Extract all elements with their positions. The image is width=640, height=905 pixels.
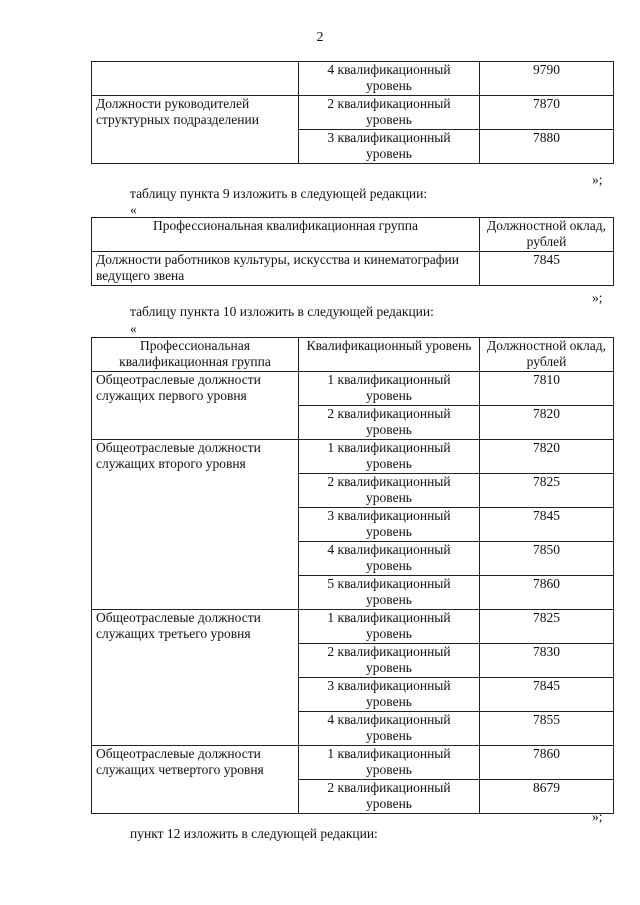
table-row <box>92 610 614 644</box>
opening-quote: « <box>130 321 137 336</box>
salary-table-10 <box>91 337 614 814</box>
level-cell: 1 квалификационный уровень <box>299 610 480 644</box>
header-level: Квалификационный уровень <box>299 338 480 372</box>
header-salary: Должностной оклад, рублей <box>480 218 614 252</box>
opening-quote: « <box>130 202 137 217</box>
table-row <box>92 96 614 130</box>
salary-cell: 7820 <box>480 406 614 440</box>
salary-cell: 7825 <box>480 474 614 508</box>
level-cell: 3 квалификационный уровень <box>299 508 480 542</box>
level-cell: 2 квалификационный уровень <box>299 474 480 508</box>
salary-cell: 7880 <box>480 130 614 164</box>
table-row <box>92 746 614 780</box>
salary-cell: 7810 <box>480 372 614 406</box>
level-cell: 5 квалификационный уровень <box>299 576 480 610</box>
group-cell: Общеотраслевые должности служащих четвертого уровня <box>92 746 299 814</box>
level-cell: 1 квалификационный уровень <box>299 746 480 780</box>
paragraph-12: пункт 12 изложить в следующей редакции: <box>130 826 378 841</box>
salary-cell: 7850 <box>480 542 614 576</box>
header-group: Профессиональная квалификационная группа <box>92 338 299 372</box>
salary-cell: 7860 <box>480 576 614 610</box>
table-header-row <box>92 218 614 252</box>
salary-cell: 7855 <box>480 712 614 746</box>
salary-cell: 7860 <box>480 746 614 780</box>
salary-cell: 9790 <box>480 62 614 96</box>
group-cell: Должности работников культуры, искусства и кинематографии ведущего звена <box>92 252 480 286</box>
group-cell: Должности руководителей структурных подразделении <box>92 96 299 164</box>
level-cell: 3 квалификационный уровень <box>299 130 480 164</box>
salary-cell: 7845 <box>480 678 614 712</box>
level-cell: 4 квалификационный уровень <box>299 712 480 746</box>
page-number: 2 <box>316 30 324 45</box>
salary-table-continuation <box>91 61 614 164</box>
group-cell: Общеотраслевые должности служащих третьего уровня <box>92 610 299 746</box>
table-header-row <box>92 338 614 372</box>
level-cell: 1 квалификационный уровень <box>299 440 480 474</box>
group-cell: Общеотраслевые должности служащих второго уровня <box>92 440 299 610</box>
level-cell: 4 квалификационный уровень <box>299 62 480 96</box>
table-row <box>92 440 614 474</box>
level-cell: 2 квалификационный уровень <box>299 406 480 440</box>
level-cell: 2 квалификационный уровень <box>299 644 480 678</box>
level-cell: 2 квалификационный уровень <box>299 780 480 814</box>
group-cell <box>92 62 299 96</box>
level-cell: 3 квалификационный уровень <box>299 678 480 712</box>
closing-quote: »; <box>592 290 603 305</box>
header-salary: Должностной оклад, рублей <box>480 338 614 372</box>
paragraph-9: таблицу пункта 9 изложить в следующей редакции: <box>130 186 428 201</box>
table-row <box>92 372 614 406</box>
salary-cell: 7845 <box>480 252 614 286</box>
salary-cell: 7870 <box>480 96 614 130</box>
salary-cell: 7830 <box>480 644 614 678</box>
salary-cell: 7825 <box>480 610 614 644</box>
level-cell: 2 квалификационный уровень <box>299 96 480 130</box>
paragraph-10: таблицу пункта 10 изложить в следующей редакции: <box>130 304 434 319</box>
table-row <box>92 62 614 96</box>
level-cell: 1 квалификационный уровень <box>299 372 480 406</box>
salary-table-9 <box>91 217 614 286</box>
table-row <box>92 252 614 286</box>
closing-quote: »; <box>592 172 603 187</box>
salary-cell: 7845 <box>480 508 614 542</box>
level-cell: 4 квалификационный уровень <box>299 542 480 576</box>
header-group: Профессиональная квалификационная группа <box>92 218 480 252</box>
closing-quote: »; <box>592 809 603 824</box>
group-cell: Общеотраслевые должности служащих первого уровня <box>92 372 299 440</box>
salary-cell: 7820 <box>480 440 614 474</box>
salary-cell: 8679 <box>480 780 614 814</box>
